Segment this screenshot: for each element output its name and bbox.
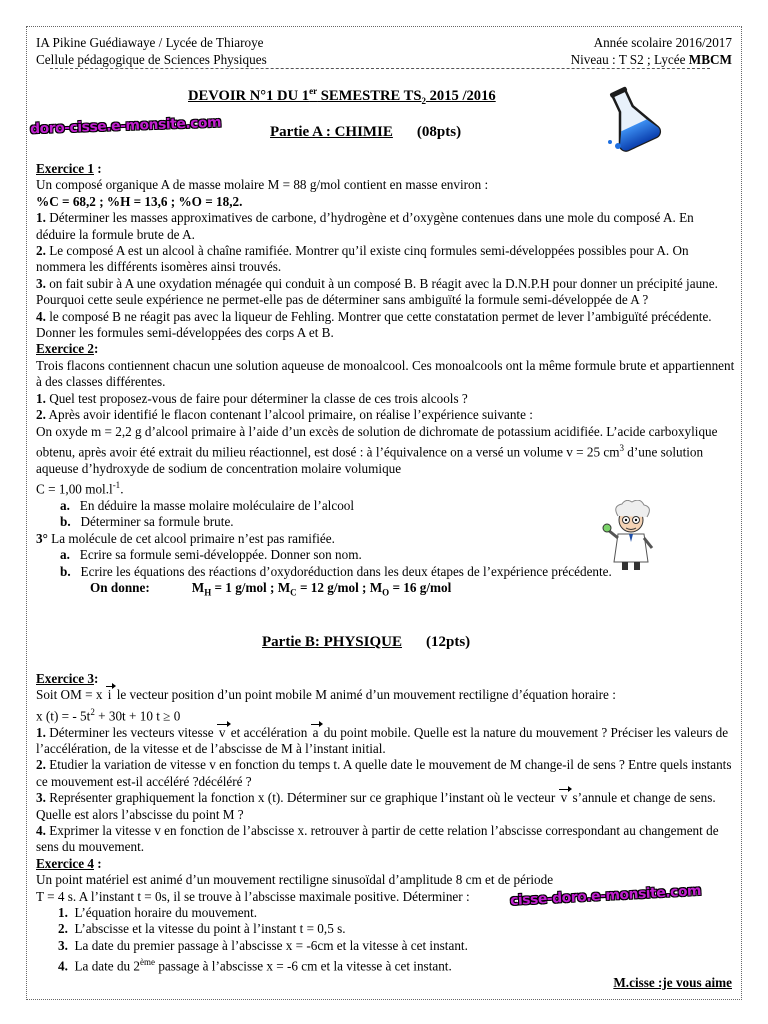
- ex4-item: La date du premier passage à l’abscisse x = -6cm et la vitesse à cet instant.: [74, 937, 468, 953]
- ex3-q2: 2. Etudier la variation de vitesse v en fonction du temps t. A quelle date le mouvement de M change-il de sens ? Entre quels instants ce mouvement est-il accéléré ?décéléré ?: [36, 757, 732, 789]
- scientist-illustration: [598, 500, 664, 572]
- ex2-qb: Déterminer sa formule brute.: [80, 514, 234, 530]
- ex2-q3b: Ecrire les équations des réactions d’oxydoréduction dans les deux étapes de l’expérience précédente.: [80, 563, 612, 579]
- ex3-q1: 1. Déterminer les vecteurs vitesse v et accélération a du point mobile. Quelle est la nature du mouvement ? Préciser les valeurs de l’accélération, de la vitesse et de l’abscisse de M à l’instant initial.: [36, 724, 729, 757]
- ex1-intro: Un composé organique A de masse molaire M = 88 g/mol contient en masse environ :: [36, 177, 489, 193]
- ex2-q3: La molécule de cet alcool primaire n’est pas ramifiée.: [47, 530, 335, 546]
- ex2-given-data: On donne: $M_H = 1$ g/mol ; $M_C = 12$ g/mol ; $M_O = 16$ g/mol: [90, 579, 452, 598]
- watermark-top: doro-cisse.e-monsite.com: [29, 114, 222, 138]
- ex4-intro-2: T = 4 s. A l’instant t = 0s, il se trouve à l’abscisse maximale positive. Déterminer :: [36, 888, 470, 904]
- header-divider: [50, 68, 710, 69]
- chemistry-section: Exercice 1 : Un composé organique A de masse molaire M = 88 g/mol contient en masse environ : %C = 68,2 ; %H = 13,6 ; %O = 18,2. 1. Déterminer les masses approximatives de carbone, d’hydrogène et d’oxygène contenues dans une mole du composé A. En déduire la formule brute de A. 2. Le composé A est un alcool à chaîne ramifiée. Montrer qu’il existe cinq formules semi-développées possibles pour A. On nommera les différents isomères ainsi trouvés. 3. on fait subir à A une oxydation ménagée qui conduit à un composé B. B réagit avec la D.N.P.H pour donner un précipité jaune. Pourquoi cette seule expérience ne permet-elle pas de déterminer sans ambiguïté la formule semi-développée de A ? 4. le composé B ne réagit pas avec la liqueur de Fehling. Montrer que cette constatation permet de lever l’ambiguïté précédente. Donner les formules semi-développées des corps A et B. Exercice 2: Trois flacons contiennent chacun une solution aqueuse de monoalcool. Ces monoalcools ont la même formule brute et appartiennent à des classes différentes. 1. Quel test proposez-vous de faire pour déterminer la classe de ces trois alcools ? 2. Après avoir identifié le flacon contenant l’alcool primaire, on réalise l’expérience suivante : On oxyde m = 2,2 g d’alcool primaire à l’aide d’un excès de solution de dichromate de potassium acidifiée. L’acide carboxylique obtenu, après avoir été extrait du milieu réactionnel, est dosé : à l’équivalence on a versé un volume v = 25 $cm^3$ d’une solution aqueuse d’hydroxyde de sodium de concentration molaire volumique C = 1,00 $mol.l^{-1}$. a. En déduire la masse molaire moléculaire de l’alcool b. Déterminer sa formule brute. 3° La molécule de cet alcool primaire n’est pas ramifiée. a. Ecrire sa formule semi-développée. Donner son nom. b. Ecrire les équations des réactions d’oxydoréduction dans les deux étapes de l’expérience précédente. On donne: $M_H = 1$ g/mol ; $M_C = 12$ g/mol ; $M_O = 16$ g/mol: [36, 161, 736, 601]
- signature: M.cisse :je vous aime: [613, 975, 732, 990]
- ex1-q4: le composé B ne réagit pas avec la liqueur de Fehling. Montrer que cette constatation permet de lever l’ambiguïté précédente. Donner les formules semi-développées des corps A et B.: [36, 308, 712, 341]
- ex2-q3a: Ecrire sa formule semi-développée. Donner son nom.: [79, 547, 362, 563]
- ex1-composition: %C = 68,2 ; %H = 13,6 ; %O = 18,2: [36, 193, 240, 209]
- ex4-item: L’équation horaire du mouvement.: [74, 905, 258, 921]
- ex2-concentration: C = 1,00 $mol.l^{-1}$.: [36, 480, 124, 497]
- ex3-q4: 4. Exprimer la vitesse v en fonction de l’abscisse x. retrouver à partir de cette relation l’abscisse correspondant au changement de sens du mouvement.: [36, 823, 719, 855]
- ex3-q3: 3. Représenter graphiquement la fonction x (t). Déterminer sur ce graphique l’instant où le vecteur v s’annule et change de sens. Quelle est alors l’abscisse du point M ?: [36, 790, 716, 822]
- part-a-heading: Partie A : CHIMIE (08pts): [270, 124, 462, 140]
- header-level: Niveau : T S2 ; Lycée MBCM: [570, 52, 732, 67]
- ex3-intro: Soit OM = x i le vecteur position d’un point mobile M animé d’un mouvement rectiligne d’équation horaire :: [36, 687, 616, 703]
- document-header: [36, 34, 732, 68]
- ex2-q1: Quel test proposez-vous de faire pour déterminer la classe de ces trois alcools ?: [49, 390, 468, 406]
- watermark-bottom: cisse-doro.e-monsite.com: [509, 883, 702, 909]
- ex2-intro: Trois flacons contiennent chacun une solution aqueuse de monoalcool. Ces monoalcools ont la même formule brute et appartiennent à des classes différentes.: [36, 357, 735, 390]
- exercise-1-title: Exercice 1: [36, 161, 94, 176]
- ex1-q3: on fait subir à A une oxydation ménagée qui conduit à un composé B. B réagit avec la D.N.P.H pour donner un précipité jaune. Pourquoi cette seule expérience ne permet-elle pas de déterminer sans ambiguïté la formule semi-développée de A ?: [36, 275, 718, 308]
- header-school: IA Pikine Guédiawaye / Lycée de Thiaroye: [36, 35, 264, 50]
- ex3-equation: x (t) = - $5t^2 + 30t + 10$ t ≥ 0: [36, 706, 181, 724]
- page-title: DEVOIR N°1 DU 1er SEMESTRE $TS_2$ 2015 /2016: [188, 86, 496, 106]
- ex2-qa: En déduire la masse molaire moléculaire de l’alcool: [79, 497, 355, 513]
- ex2-experiment: On oxyde m = 2,2 g d’alcool primaire à l’aide d’un excès de solution de dichromate de potassium acidifiée. L’acide carboxylique obtenu, après avoir été extrait du milieu réactionnel, est dosé : à l’équivalence on a versé un volume v = 25 $cm^3$ d’une solution aqueuse d’hydroxyde de sodium de concentration molaire volumique: [36, 423, 718, 476]
- header-year: Année scolaire 2016/2017: [593, 35, 732, 50]
- ex4-item-4: 4. La date du 2ème passage à l’abscisse x = -6 cm et la vitesse à cet instant.: [58, 957, 452, 974]
- ex2-q2: Après avoir identifié le flacon contenant l’alcool primaire, on réalise l’expérience suivante :: [48, 407, 533, 423]
- ex4-item: L’abscisse et la vitesse du point à l’instant t = 0,5 s.: [74, 921, 346, 937]
- exercise-4-title: Exercice 4: [36, 855, 94, 871]
- exercise-2-title: Exercice 2: [36, 341, 94, 357]
- header-cell: Cellule pédagogique de Sciences Physiques: [36, 52, 267, 67]
- flask-icon: [598, 86, 664, 152]
- part-b-heading: Partie B: PHYSIQUE (12pts): [262, 634, 471, 650]
- ex4-intro-1: Un point matériel est animé d’un mouvement rectiligne sinusoïdal d’amplitude 8 cm et de période: [36, 872, 554, 888]
- ex1-q2: Le composé A est un alcool à chaîne ramifiée. Montrer qu’il existe cinq formules semi-développées possibles pour A. On nommera les différents isomères ainsi trouvés.: [36, 243, 689, 275]
- exercise-3-title: Exercice 3: [36, 671, 94, 686]
- ex1-q1: Déterminer les masses approximatives de carbone, d’hydrogène et d’oxygène contenues dans une mole du composé A. En déduire la formule brute de A.: [36, 210, 694, 242]
- physics-section: Exercice 3: Soit OM = x i le vecteur position d’un point mobile M animé d’un mouvement rectiligne d’équation horaire : x (t) = - $5t^2 + 30t + 10$ t ≥ 0 1. Déterminer les vecteurs vitesse v et accélération a du point mobile. Quelle est la nature du mouvement ? Préciser les valeurs de l’accélération, de la vitesse et de l’abscisse de M à l’instant initial. 2. Etudier la variation de vitesse v en fonction du temps t. A quelle date le mouvement de M change-il de sens ? Entre quels instants ce mouvement est-il accéléré ?décéléré ? 3. Représenter graphiquement la fonction x (t). Déterminer sur ce graphique l’instant où le vecteur v s’annule et change de sens. Quelle est alors l’abscisse du point M ? 4. Exprimer la vitesse v en fonction de l’abscisse x. retrouver à partir de cette relation l’abscisse correspondant au changement de sens du mouvement. Exercice 4 : Un point matériel est animé d’un mouvement rectiligne sinusoïdal d’amplitude 8 cm et de période T = 4 s. A l’instant t = 0s, il se trouve à l’abscisse maximale positive. Déterminer : 1. L’équation horaire du mouvement. 2. L’abscisse et la vitesse du point à l’instant t = 0,5 s. 3. La date du premier passage à l’abscisse x = -6cm et la vitesse à cet instant. 4. La date du 2ème passage à l’abscisse x = -6 cm et la vitesse à cet instant.: [36, 671, 736, 975]
